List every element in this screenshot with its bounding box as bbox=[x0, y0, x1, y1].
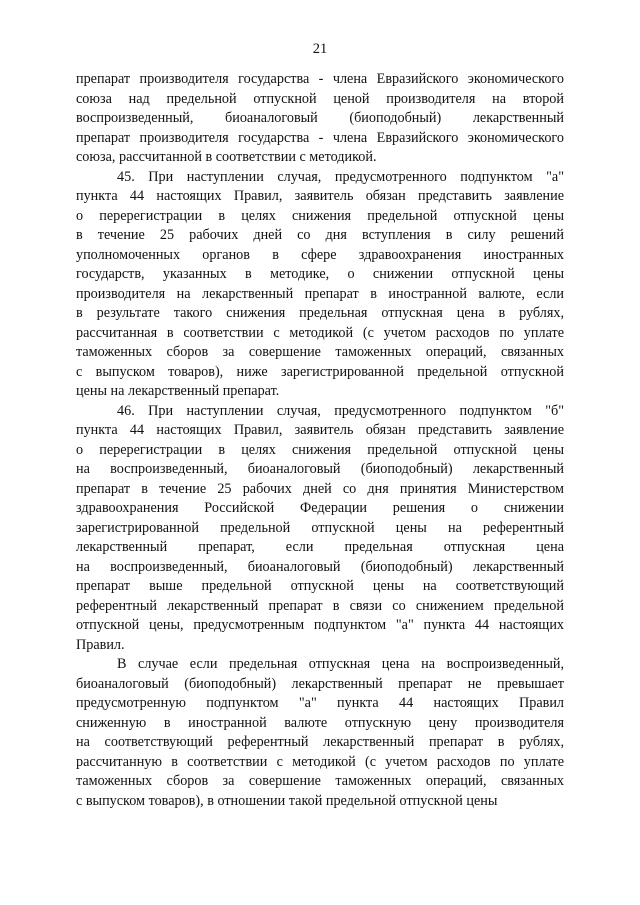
text-line: В случае если предельная отпускная цена на воспроизведенный, bbox=[117, 656, 564, 672]
text-line: отпускной цены, предусмотренным подпунктом "а" пункта 44 настоящих bbox=[76, 617, 564, 633]
text-line: лекарственный препарат, если предельная отпускная цена bbox=[76, 539, 564, 555]
text-line: зарегистрированной предельной отпускной цены на референтный bbox=[76, 519, 564, 536]
text-line: Правил. bbox=[76, 636, 125, 653]
text-line: референтный лекарственный препарат в связи со снижением предельной bbox=[76, 597, 564, 614]
paragraph bbox=[76, 168, 564, 402]
text-line: с выпуском товаров), в отношении такой предельной отпускной цены bbox=[76, 792, 498, 809]
text-line: пункта 44 настоящих Правил, заявитель обязан представить заявление bbox=[76, 188, 564, 204]
text-line: с выпуском товаров), ниже зарегистрированной предельной отпускной bbox=[76, 363, 564, 380]
text-line: цены на лекарственный препарат. bbox=[76, 383, 280, 399]
text-line: производителя на лекарственный препарат в иностранной валюте, если bbox=[76, 285, 564, 302]
text-line: в результате такого снижения предельная отпускная цена в рублях, bbox=[76, 305, 564, 321]
text-line: 45. При наступлении случая, предусмотренного подпунктом "а" bbox=[117, 168, 564, 185]
text-line: уполномоченных органов в сфере здравоохранения иностранных bbox=[76, 246, 564, 263]
text-line: здравоохранения Российской Федерации решения о снижении bbox=[76, 500, 564, 516]
text-line: союза, рассчитанной в соответствии с методикой. bbox=[76, 149, 377, 165]
text-line: пункта 44 настоящих Правил, заявитель обязан представить заявление bbox=[76, 422, 564, 438]
document-body bbox=[76, 70, 564, 811]
paragraph bbox=[76, 655, 564, 811]
text-line: рассчитанную в соответствии с методикой (с учетом расходов по уплате bbox=[76, 753, 564, 770]
text-line: о перерегистрации в целях снижения предельной отпускной цены bbox=[76, 207, 564, 224]
paragraph bbox=[76, 70, 564, 168]
text-line: сниженную в иностранной валюте отпускную цену производителя bbox=[76, 714, 564, 731]
page-number: 21 bbox=[312, 41, 328, 57]
text-line: предусмотренную подпунктом "а" пункта 44 настоящих Правил bbox=[76, 695, 564, 711]
text-line: биоаналоговый (биоподобный) лекарственный препарат не превышает bbox=[76, 675, 564, 692]
text-line: таможенных сборов за совершение таможенных операций, связанных bbox=[76, 344, 564, 360]
text-line: препарат производителя государства - члена Евразийского экономического bbox=[76, 71, 564, 87]
text-line: на воспроизведенный, биоаналоговый (биоподобный) лекарственный bbox=[76, 558, 564, 575]
text-line: государств, указанных в методике, о снижении отпускной цены bbox=[76, 266, 564, 282]
text-line: о перерегистрации в целях снижения предельной отпускной цены bbox=[76, 441, 564, 458]
text-line: таможенных сборов за совершение таможенных операций, связанных bbox=[76, 773, 564, 789]
text-line: рассчитанная в соответствии с методикой (с учетом расходов по уплате bbox=[76, 324, 564, 341]
text-line: на соответствующий референтный лекарственный препарат в рублях, bbox=[76, 734, 564, 750]
text-line: воспроизведенный, биоаналоговый (биоподобный) лекарственный bbox=[76, 110, 564, 126]
text-line: препарат выше предельной отпускной цены на соответствующий bbox=[76, 578, 564, 594]
text-line: в течение 25 рабочих дней со дня вступления в силу решений bbox=[76, 227, 564, 243]
text-line: препарат в течение 25 рабочих дней со дня принятия Министерством bbox=[76, 480, 564, 497]
text-line: на воспроизведенный, биоаналоговый (биоподобный) лекарственный bbox=[76, 461, 564, 477]
paragraph bbox=[76, 402, 564, 656]
text-line: препарат производителя государства - члена Евразийского экономического bbox=[76, 129, 564, 146]
text-line: 46. При наступлении случая, предусмотренного подпунктом "б" bbox=[117, 402, 564, 419]
text-line: союза над предельной отпускной ценой производителя на второй bbox=[76, 90, 564, 107]
